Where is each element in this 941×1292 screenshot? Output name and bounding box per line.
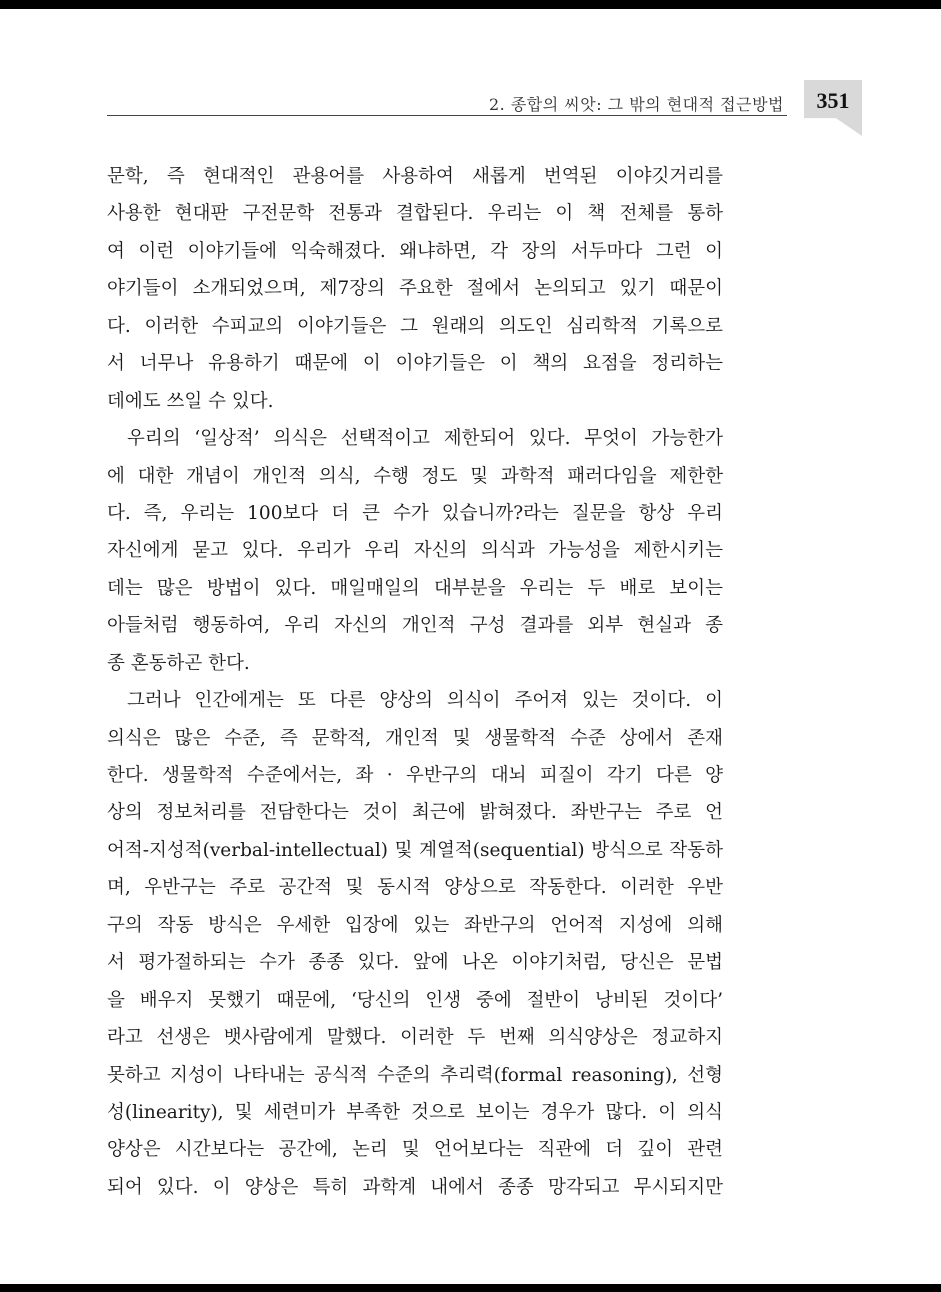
header-rule <box>107 115 787 116</box>
text-line: 여 이런 이야기들에 익숙해졌다. 왜냐하면, 각 장의 서두마다 그런 이 <box>107 240 723 262</box>
text-line: 종 혼동하곤 한다. <box>107 652 250 674</box>
running-header: 2. 종합의 씨앗: 그 밖의 현대적 접근방법 <box>488 95 784 114</box>
text-line: 데는 많은 방법이 있다. 매일매일의 대부분을 우리는 두 배로 보이는 <box>107 577 723 599</box>
text-line: 문학, 즉 현대적인 관용어를 사용하여 새롭게 번역된 이야깃거리를 <box>107 166 723 187</box>
text-line: 서 너무나 유용하기 때문에 이 이야기들은 이 책의 요점을 정리하는 <box>107 353 723 375</box>
text-line: 의식은 많은 수준, 즉 문학적, 개인적 및 생물학적 수준 상에서 존재 <box>107 727 723 749</box>
body-text <box>107 158 723 1206</box>
text-line: 에 대한 개념이 개인적 의식, 수행 정도 및 과학적 패러다임을 제한한 <box>107 465 723 487</box>
text-line: 자신에게 묻고 있다. 우리가 우리 자신의 의식과 가능성을 제한시키는 <box>107 540 723 562</box>
text-line: 성(linearity), 및 세련미가 부족한 것으로 보이는 경우가 많다. 이 의식 <box>107 1101 723 1123</box>
top-border <box>0 0 941 9</box>
text-line: 라고 선생은 뱃사람에게 말했다. 이러한 두 번째 의식양상은 정교하지 <box>107 1027 723 1049</box>
text-line: 되어 있다. 이 양상은 특히 과학계 내에서 종종 망각되고 무시되지만 <box>107 1176 723 1198</box>
text-line: 야기들이 소개되었으며, 제7장의 주요한 절에서 논의되고 있기 때문이 <box>107 278 723 300</box>
text-line: 을 배우지 못했기 때문에, ‘당신의 인생 중에 절반이 낭비된 것이다’ <box>107 989 723 1011</box>
text-line: 사용한 현대판 구전문학 전통과 결합된다. 우리는 이 책 전체를 통하 <box>107 203 723 225</box>
text-line: 아들처럼 행동하여, 우리 자신의 개인적 구성 결과를 외부 현실과 종 <box>107 615 723 637</box>
text-line: 구의 작동 방식은 우세한 입장에 있는 좌반구의 언어적 지성에 의해 <box>107 914 723 936</box>
text-line: 못하고 지성이 나타내는 공식적 수준의 추리력(formal reasoning), 선형 <box>107 1064 723 1086</box>
text-line: 서 평가절하되는 수가 종종 있다. 앞에 나온 이야기처럼, 당신은 문법 <box>107 952 723 974</box>
text-line: 상의 정보처리를 전담한다는 것이 최근에 밝혀졌다. 좌반구는 주로 언 <box>107 802 723 824</box>
page-number: 351 <box>816 88 850 113</box>
text-line: 한다. 생물학적 수준에서는, 좌 · 우반구의 대뇌 피질이 각기 다른 양 <box>107 765 723 786</box>
text-line: 그러나 인간에게는 또 다른 양상의 의식이 주어져 있는 것이다. 이 <box>127 690 723 712</box>
text-line: 다. 이러한 수피교의 이야기들은 그 원래의 의도인 심리학적 기록으로 <box>107 315 723 337</box>
text-line: 다. 즉, 우리는 100보다 더 큰 수가 있습니까?라는 질문을 항상 우리 <box>107 502 723 524</box>
text-line: 며, 우반구는 주로 공간적 및 동시적 양상으로 작동한다. 이러한 우반 <box>107 877 723 899</box>
bottom-border <box>0 1284 941 1292</box>
text-line: 데에도 쓰일 수 있다. <box>107 390 274 412</box>
text-line: 어적-지성적(verbal-intellectual) 및 계열적(sequential) 방식으로 작동하 <box>107 839 723 861</box>
text-line: 우리의 ‘일상적’ 의식은 선택적이고 제한되어 있다. 무엇이 가능한가 <box>127 428 723 450</box>
text-line: 양상은 시간보다는 공간에, 논리 및 언어보다는 직관에 더 깊이 관련 <box>107 1139 723 1161</box>
